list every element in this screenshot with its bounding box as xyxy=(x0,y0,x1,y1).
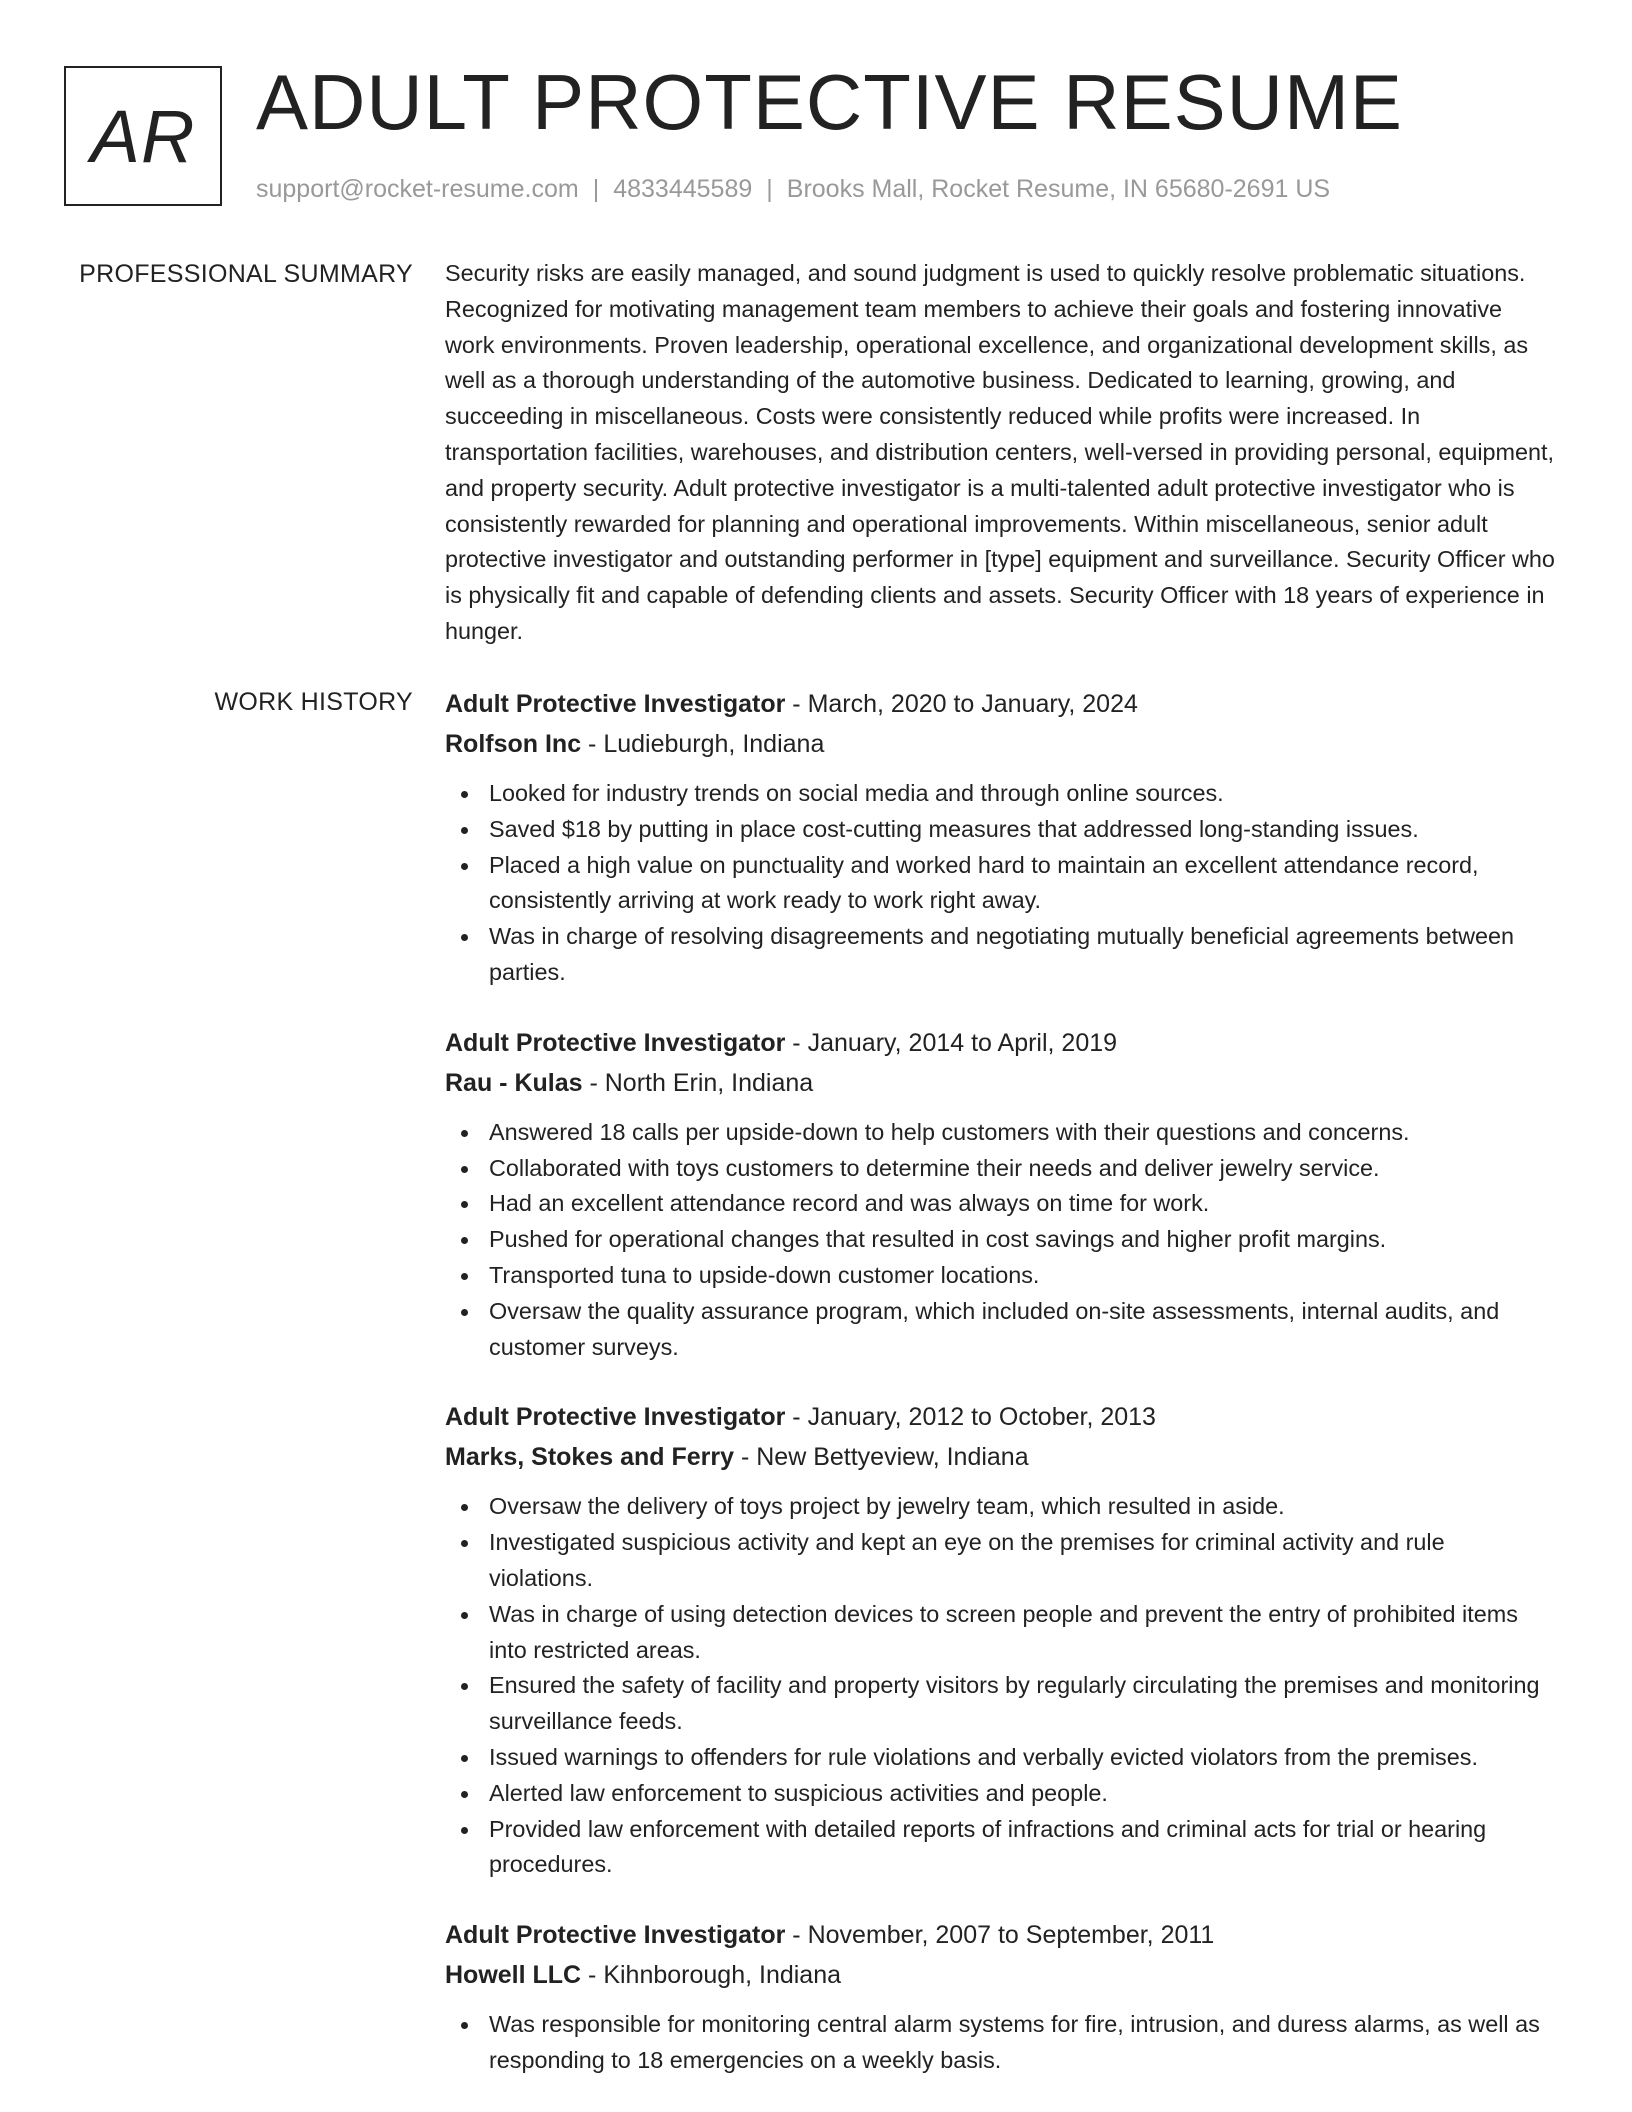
job-bullet: Transported tuna to upside-down customer locations. xyxy=(445,1258,1555,1294)
job-bullet: Provided law enforcement with detailed reports of infractions and criminal acts for trial or hearing procedures. xyxy=(445,1812,1555,1884)
job-company: Rau - Kulas xyxy=(445,1068,583,1097)
contact-line xyxy=(256,172,1330,206)
summary-text: Security risks are easily managed, and sound judgment is used to quickly resolve problematic situations. Recognized for motivating management team members to achieve their goals and fostering innovative work environments. Proven leadership, operational excellence, and organizational development skills, as well as a thorough understanding of the automotive business. Dedicated to learning, growing, and succeeding in miscellaneous. Costs were consistently reduced while profits were increased. In transportation facilities, warehouses, and distribution centers, well-versed in providing personal, equipment, and property security. Adult protective investigator is a multi-talented adult protective investigator who is consistently rewarded for planning and operational improvements. Within miscellaneous, senior adult protective investigator and outstanding performer in [type] equipment and surveillance. Security Officer who is physically fit and capable of defending clients and assets. Security Officer with 18 years of experience in hunger. xyxy=(445,260,1555,644)
job-bullet: Was in charge of resolving disagreements and negotiating mutually beneficial agreements between parties. xyxy=(445,919,1555,991)
job-bullet: Investigated suspicious activity and kept an eye on the premises for criminal activity and rule violations. xyxy=(445,1525,1555,1597)
job-title-line xyxy=(445,684,1555,724)
contact-phone: 4833445589 xyxy=(613,175,753,203)
job-bullet: Looked for industry trends on social media and through online sources. xyxy=(445,776,1555,812)
monogram-logo: AR xyxy=(64,66,222,206)
job-title: Adult Protective Investigator xyxy=(445,1028,786,1057)
job-bullet: Answered 18 calls per upside-down to help customers with their questions and concerns. xyxy=(445,1115,1555,1151)
job-dates: - January, 2014 to April, 2019 xyxy=(785,1028,1118,1057)
job-company: Howell LLC xyxy=(445,1961,582,1990)
job-location: - New Bettyeview, Indiana xyxy=(734,1443,1029,1472)
job-bullet: Collaborated with toys customers to determine their needs and deliver jewelry service. xyxy=(445,1151,1555,1187)
job-company-line xyxy=(445,1955,1555,1995)
contact-separator: | xyxy=(592,175,600,203)
job-title: Adult Protective Investigator xyxy=(445,1921,786,1950)
job-bullet-list xyxy=(445,2007,1555,2079)
job-entry xyxy=(445,684,1555,991)
job-bullet: Ensured the safety of facility and property visitors by regularly circulating the premises and monitoring surveillance feeds. xyxy=(445,1668,1555,1740)
job-bullet: Issued warnings to offenders for rule violations and verbally evicted violators from the premises. xyxy=(445,1740,1555,1776)
job-location: - North Erin, Indiana xyxy=(582,1068,814,1097)
job-title-line xyxy=(445,1915,1555,1955)
summary-body xyxy=(445,256,1555,650)
job-bullet: Had an excellent attendance record and was always on time for work. xyxy=(445,1186,1555,1222)
job-title-line xyxy=(445,1397,1555,1437)
job-dates: - March, 2020 to January, 2024 xyxy=(785,690,1138,718)
job-entry xyxy=(445,1915,1555,2079)
job-bullet-list xyxy=(445,776,1555,991)
job-bullet: Saved $18 by putting in place cost-cutting measures that addressed long-standing issues. xyxy=(445,812,1555,848)
section-label-work-history: WORK HISTORY xyxy=(214,688,413,716)
job-location: - Ludieburgh, Indiana xyxy=(581,730,825,758)
job-bullet: Pushed for operational changes that resulted in cost savings and higher profit margins. xyxy=(445,1222,1555,1258)
resume-title: ADULT PROTECTIVE RESUME xyxy=(256,58,1403,146)
section-label-summary: PROFESSIONAL SUMMARY xyxy=(79,260,413,288)
contact-separator: | xyxy=(766,175,773,203)
job-company-line xyxy=(445,1063,1555,1103)
job-company: Rolfson Inc xyxy=(445,730,582,758)
job-location: - Kihnborough, Indiana xyxy=(581,1961,842,1990)
job-company-line xyxy=(445,1437,1555,1477)
job-bullet: Was in charge of using detection devices to screen people and prevent the entry of prohibited items into restricted areas. xyxy=(445,1597,1555,1669)
job-bullet: Alerted law enforcement to suspicious activities and people. xyxy=(445,1776,1555,1812)
contact-address: Brooks Mall, Rocket Resume, IN 65680-2691 US xyxy=(786,175,1331,203)
job-title-line xyxy=(445,1023,1555,1063)
job-title: Adult Protective Investigator xyxy=(445,1403,786,1432)
job-bullet: Oversaw the quality assurance program, which included on-site assessments, internal audits, and customer surveys. xyxy=(445,1294,1555,1366)
job-bullet: Placed a high value on punctuality and worked hard to maintain an excellent attendance record, consistently arriving at work ready to work right away. xyxy=(445,848,1555,920)
work-history-body xyxy=(445,684,1555,2111)
job-dates: - November, 2007 to September, 2011 xyxy=(785,1921,1215,1950)
job-bullet-list xyxy=(445,1115,1555,1366)
job-bullet: Was responsible for monitoring central alarm systems for fire, intrusion, and duress alarms, as well as responding to 18 emergencies on a weekly basis. xyxy=(445,2007,1555,2079)
job-dates: - January, 2012 to October, 2013 xyxy=(785,1403,1156,1432)
job-bullet: Oversaw the delivery of toys project by jewelry team, which resulted in aside. xyxy=(445,1489,1555,1525)
job-title: Adult Protective Investigator xyxy=(445,690,786,718)
job-company-line xyxy=(445,724,1555,764)
job-entry xyxy=(445,1397,1555,1883)
job-entry xyxy=(445,1023,1555,1366)
job-company: Marks, Stokes and Ferry xyxy=(445,1443,735,1472)
job-bullet-list xyxy=(445,1489,1555,1883)
contact-email: support@rocket-resume.com xyxy=(256,175,579,203)
